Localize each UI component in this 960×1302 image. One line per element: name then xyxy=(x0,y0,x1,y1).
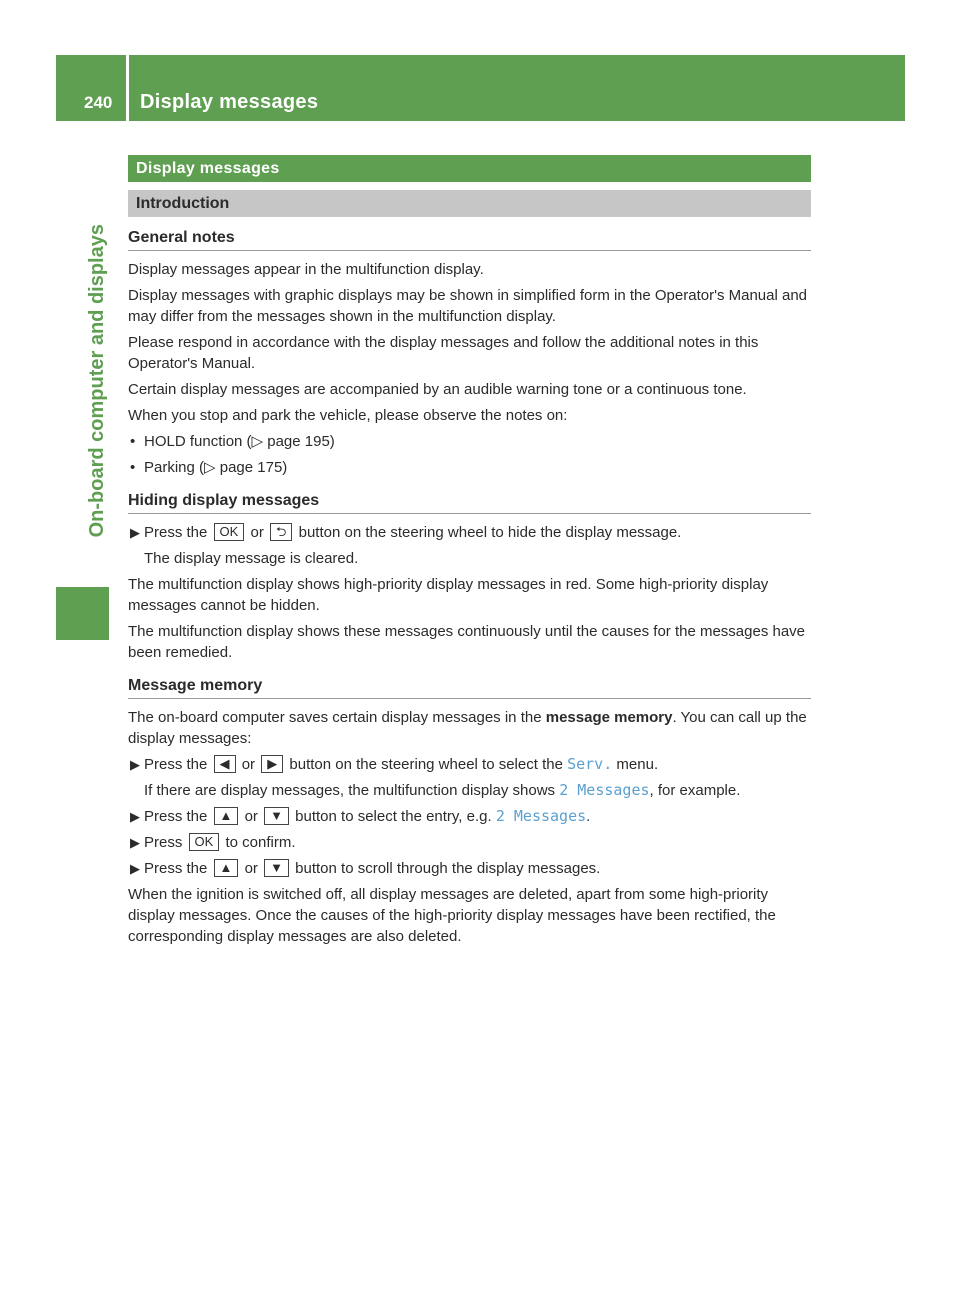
step-result: If there are display messages, the multifunction display shows 2 Messages, for example. xyxy=(144,781,741,799)
paragraph: Display messages appear in the multifunction display. xyxy=(128,261,484,278)
right-key-icon: ▶ xyxy=(261,755,283,773)
paragraph: The multifunction display shows high-priority display messages in red. Some high-priority display messages cannot be hidden. xyxy=(128,576,769,614)
header-title: Display messages xyxy=(140,91,319,113)
step: ▶ Press OK to confirm. xyxy=(130,834,296,851)
section-title: Display messages xyxy=(128,155,811,182)
bullet-icon: • xyxy=(130,433,136,450)
step-arrow-icon: ▶ xyxy=(130,809,140,824)
step-result: The display message is cleared. xyxy=(144,550,359,567)
chapter-side-block xyxy=(56,587,109,640)
display-text: 2 Messages xyxy=(495,807,587,825)
paragraph: The on-board computer saves certain display messages in the message memory. You can call up the display messages: xyxy=(128,709,807,747)
step-arrow-icon: ▶ xyxy=(130,757,140,772)
chapter-side-label: On-board computer and displays xyxy=(86,224,108,538)
page-number: 240 xyxy=(84,93,113,112)
list-item: • HOLD function (▷ page 195) xyxy=(130,433,335,450)
step-arrow-icon: ▶ xyxy=(130,835,140,850)
down-key-icon: ▼ xyxy=(264,859,289,877)
paragraph: Certain display messages are accompanied by an audible warning tone or a continuous tone. xyxy=(128,381,747,398)
display-text: Serv. xyxy=(567,755,613,773)
up-key-icon: ▲ xyxy=(214,859,239,877)
step-arrow-icon: ▶ xyxy=(130,861,140,876)
bullet-icon: • xyxy=(130,459,136,476)
heading-hiding-messages: Hiding display messages xyxy=(128,492,811,514)
step-arrow-icon: ▶ xyxy=(130,525,140,540)
subsection-title: Introduction xyxy=(128,190,811,217)
main-content xyxy=(128,155,811,952)
paragraph: Display messages with graphic displays may be shown in simplified form in the Operator's Manual and may differ from the messages shown in the multifunction display. xyxy=(128,287,808,325)
back-key-icon: ⮌ xyxy=(270,523,292,541)
ok-key-icon: OK xyxy=(214,523,245,541)
step: ▶ Press the ▲ or ▼ button to select the entry, e.g. 2 Messages. xyxy=(130,807,591,825)
display-text: 2 Messages xyxy=(559,781,650,799)
paragraph: When the ignition is switched off, all display messages are deleted, apart from some high-priority display messages. Once the causes of the high-priority display messages have been rectified, the corresponding display messages are also deleted. xyxy=(128,886,776,945)
up-key-icon: ▲ xyxy=(214,807,239,825)
left-key-icon: ◀ xyxy=(214,755,236,773)
paragraph: Please respond in accordance with the display messages and follow the additional notes in this Operator's Manual. xyxy=(128,334,759,372)
header-divider xyxy=(126,55,129,121)
ok-key-icon: OK xyxy=(189,833,220,851)
step: ▶ Press the ◀ or ▶ button on the steering wheel to select the Serv. menu. xyxy=(130,755,659,773)
step: ▶ Press the OK or ⮌ button on the steering wheel to hide the display message. xyxy=(130,524,682,541)
page-header xyxy=(56,55,905,121)
step: ▶ Press the ▲ or ▼ button to scroll through the display messages. xyxy=(130,860,601,877)
down-key-icon: ▼ xyxy=(264,807,289,825)
list-item: • Parking (▷ page 175) xyxy=(130,459,288,476)
heading-general-notes: General notes xyxy=(128,229,811,251)
paragraph: The multifunction display shows these messages continuously until the causes for the messages have been remedied. xyxy=(128,623,806,661)
heading-message-memory: Message memory xyxy=(128,677,811,699)
bold-term: message memory xyxy=(545,709,673,726)
paragraph: When you stop and park the vehicle, please observe the notes on: xyxy=(128,407,568,424)
